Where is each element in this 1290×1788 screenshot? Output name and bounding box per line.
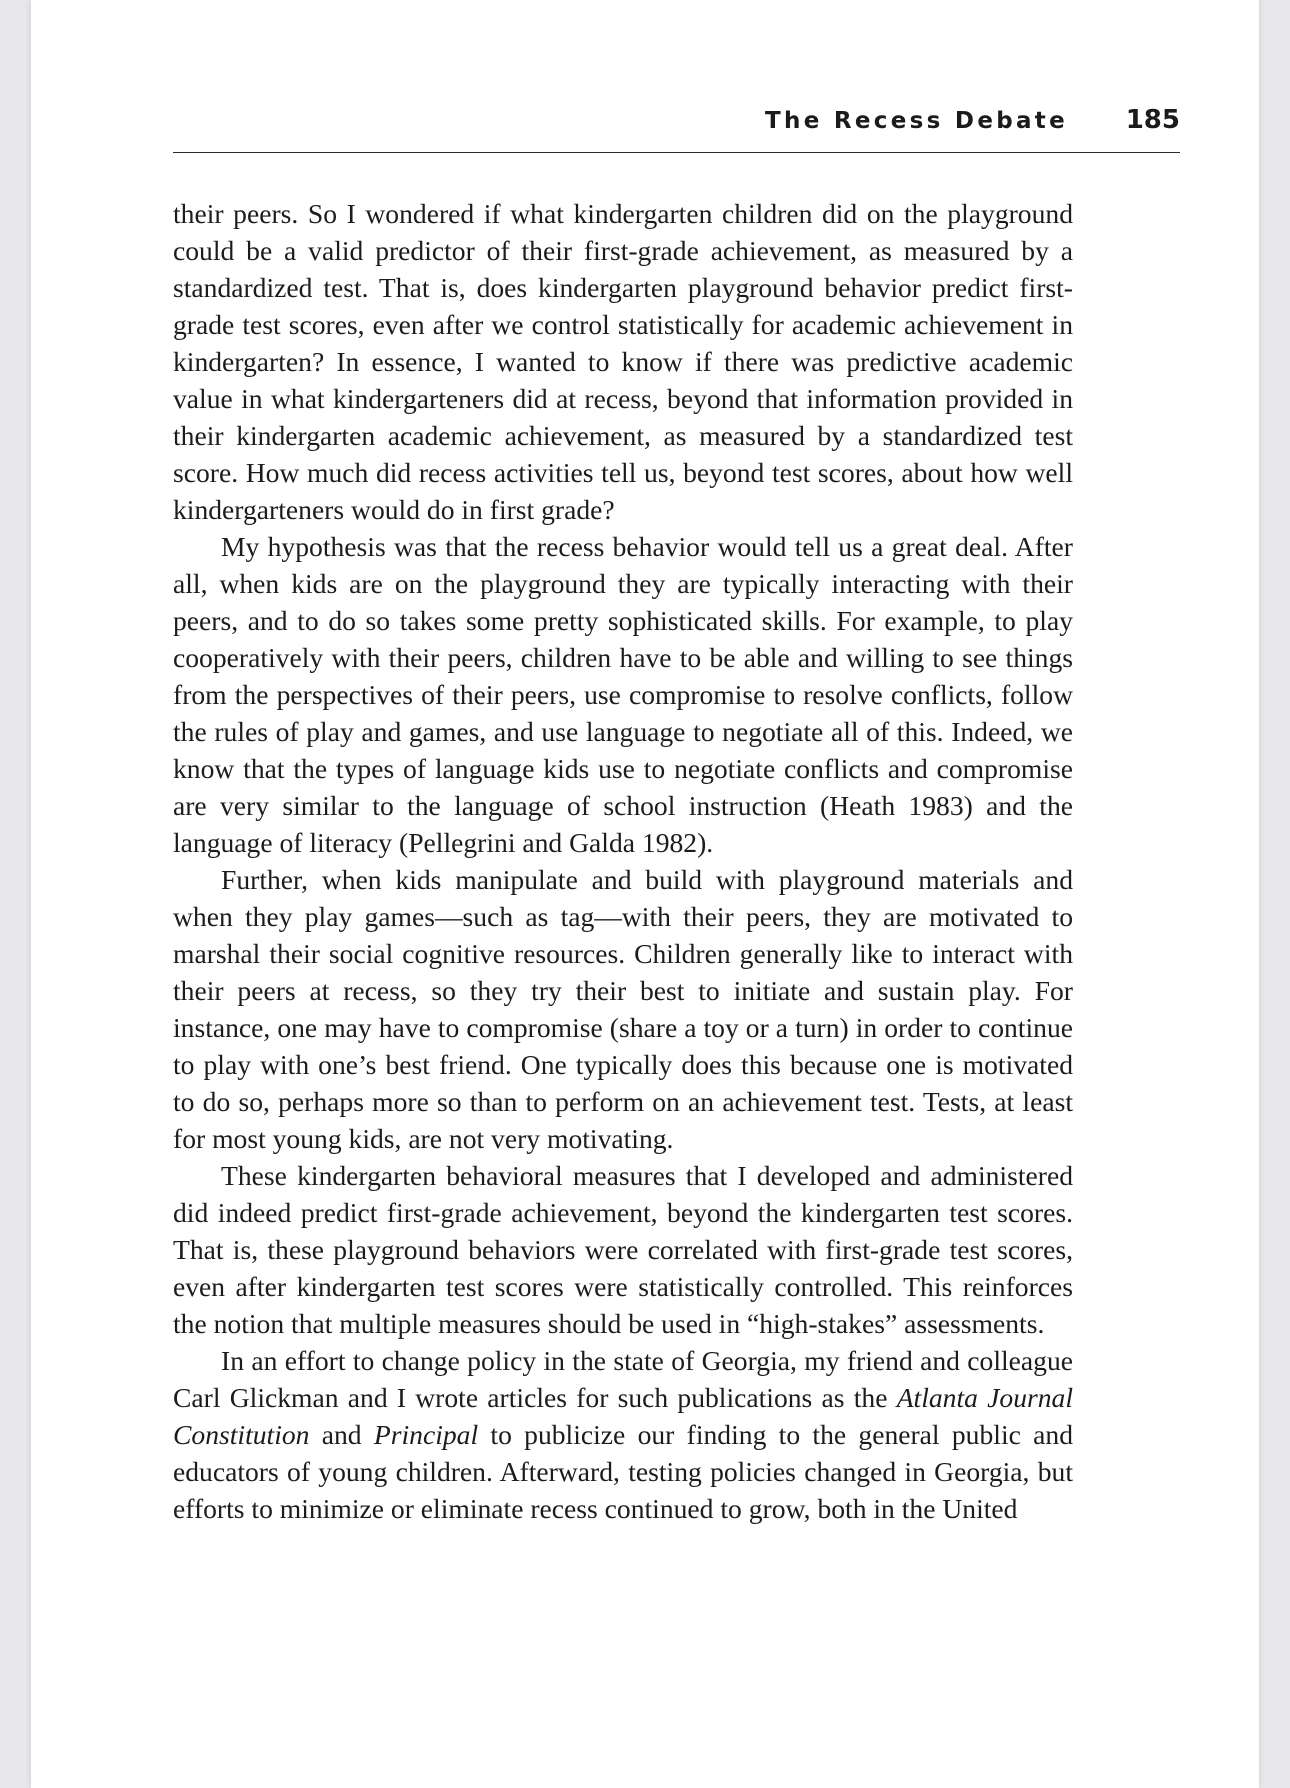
paragraph-4: These kindergarten behavioral measures that I developed and administered did indeed predict first-grade achievement, beyond the kindergarten test scores. That is, these playground behaviors were correlated with first-grade test scores, even after kindergarten test scores were statistically controlled. This reinforces the notion that multiple measures should be used in “high-stakes” assessments. (173, 1160, 1073, 1339)
paragraph-5-text-middle: and (309, 1419, 374, 1450)
running-head (173, 96, 1180, 153)
paragraph-5 (173, 1342, 1073, 1527)
running-title: The Recess Debate (765, 108, 1068, 134)
publication-title-atlanta: Atlanta Journal Constitution (173, 1382, 1073, 1450)
paragraph-3: Further, when kids manipulate and build with playground materials and when they play games—such as tag—with their peers, they are motivated to marshal their social cognitive resources. Children generally like to interact with their peers at recess, so they try their best to initiate and sustain play. For instance, one may have to compromise (share a toy or a turn) in order to continue to play with one’s best friend. One typically does this because one is motivated to do so, perhaps more so than to perform on an achievement test. Tests, at least for most young kids, are not very motivating. (173, 864, 1073, 1154)
paragraph-5-text-after: to publicize our finding to the general public and educators of young children. Afterward, testing policies changed in Georgia, but efforts to minimize or eliminate recess continued to grow, both in the United (173, 1419, 1073, 1524)
page-number: 185 (1125, 105, 1180, 135)
paragraph-1: their peers. So I wondered if what kindergarten children did on the playground could be a valid predictor of their first-grade achievement, as measured by a standardized test. That is, does kindergarten playground behavior predict first-grade test scores, even after we control statistically for academic achievement in kindergarten? In essence, I wanted to know if there was predictive academic value in what kindergarteners did at recess, beyond that information provided in their kindergarten academic achievement, as measured by a standardized test score. How much did recess activities tell us, beyond test scores, about how well kindergarteners would do in first grade? (173, 198, 1073, 525)
book-page (31, 0, 1259, 1788)
paragraph-5-text-before: In an effort to change policy in the state of Georgia, my friend and colleague Carl Glickman and I wrote articles for such publications as the (173, 1345, 1073, 1413)
paragraph-2: My hypothesis was that the recess behavior would tell us a great deal. After all, when kids are on the playground they are typically interacting with their peers, and to do so takes some pretty sophisticated skills. For example, to play cooperatively with their peers, children have to be able and willing to see things from the perspectives of their peers, use compromise to resolve conflicts, follow the rules of play and games, and use language to negotiate all of this. Indeed, we know that the types of language kids use to negotiate conflicts and compromise are very similar to the language of school instruction (Heath 1983) and the language of literacy (Pellegrini and Galda 1982). (173, 531, 1073, 858)
body-text (173, 195, 1073, 1527)
publication-title-principal: Principal (373, 1419, 479, 1450)
